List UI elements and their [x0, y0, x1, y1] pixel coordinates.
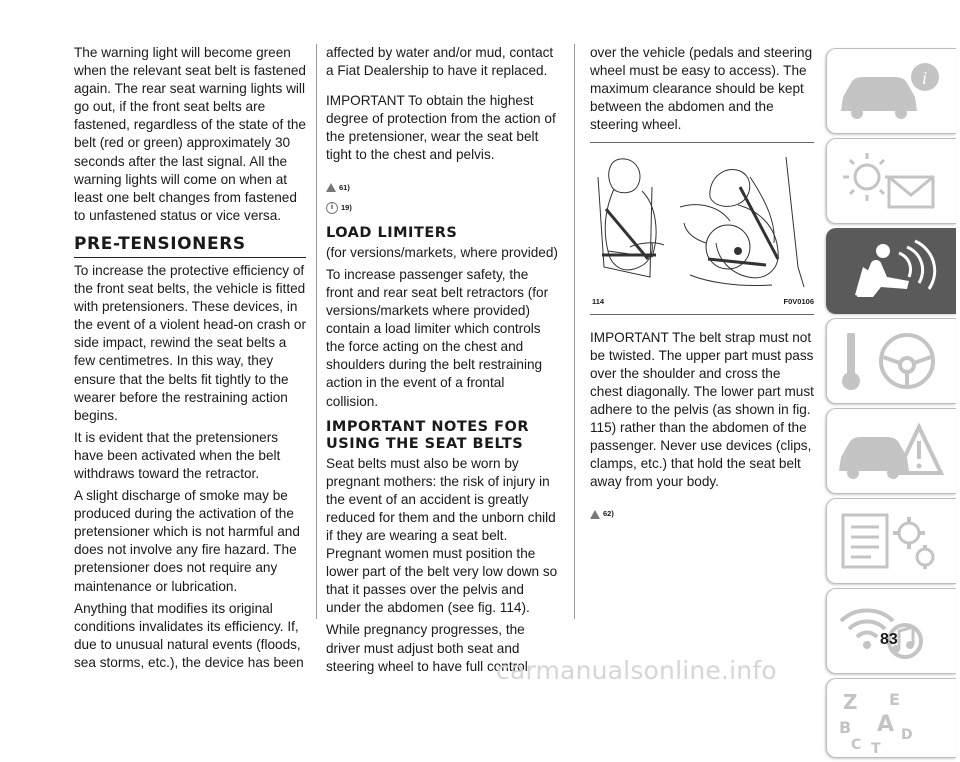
intro-paragraph: The warning light will become green when the relevant seat belt is fastened again. The rear seat warning lights will go out, if the front seat belts are fastened, regardless of the state of the belt (red or green) approximately 30 seconds after the last signal. All the warning lights will come on when at least one belt changes from fastened to unfastened status or vice versa. — [74, 45, 306, 223]
section-heading-pretensioners: PRE-TENSIONERS — [74, 235, 306, 258]
warning-ref-62: 62) — [590, 505, 814, 523]
car-info-icon — [837, 57, 947, 125]
pretensioners-paragraph-4: Anything that modifies its original conditions invalidates its efficiency. If, due to unusual natural events (floods, sea storms, etc.), the device has been — [74, 600, 304, 670]
svg-text:i: i — [922, 68, 928, 88]
dealer-paragraph: affected by water and/or mud, contact a Fiat Dealership to have it replaced. — [326, 45, 554, 79]
pretensioners-paragraph-2: It is evident that the pretensioners have been activated when the belt withdraws toward the retractor. — [74, 429, 281, 481]
figure-caption — [590, 293, 814, 314]
index-letter-a: A — [877, 712, 895, 737]
seat-airbag-icon — [837, 237, 947, 305]
warning-car-icon — [837, 417, 947, 485]
info-circle-icon: i — [326, 202, 338, 214]
load-limiters-availability: (for versions/markets, where provided) — [326, 244, 558, 260]
steering-clearance-paragraph: over the vehicle (pedals and steering wheel must be easy to access). The maximum clearance should be kept between the abdomen and the steering wheel. — [590, 45, 813, 133]
figure-number: 114 — [592, 297, 605, 307]
pregnancy-adjust-paragraph: While pregnancy progresses, the driver must adjust both seat and steering wheel to have full control — [326, 622, 528, 674]
section-heading-load-limiters: LOAD LIMITERS — [326, 224, 458, 241]
chapter-tab-strip — [826, 48, 956, 762]
watermark: carmanualsonline.info — [496, 656, 777, 685]
warning-ref-61: 61) — [326, 179, 558, 197]
index-letter-e: E — [889, 690, 900, 709]
pretensioners-paragraph-3: A slight discharge of smoke may be produced during the activation of the pretensioner which is not harmful and does not involve any fire hazard. The pretensioner does not require any maintenance or lubrication. — [74, 488, 300, 594]
steering-wheel-key-icon — [837, 327, 947, 395]
pregnant-woman-seatbelt-illustration — [590, 147, 814, 293]
tab-in-emergency[interactable] — [826, 408, 956, 494]
tab-safety[interactable] — [826, 228, 956, 314]
index-letter-c: C — [851, 737, 862, 753]
maintenance-gears-icon — [837, 507, 947, 575]
figure-114-pregnant-seatbelt — [590, 142, 814, 293]
pretensioners-paragraph-1: To increase the protective efficiency of the front seat belts, the vehicle is fitted with pretensioners. These devices, in the event of a violent head-on crash or side impact, rewind the seat belts a few centimetres. In this way, they ensure that the belts fit tightly to the wearer before the restraining action begins. — [74, 262, 306, 423]
page-number: 83 — [880, 631, 898, 648]
column-divider-1 — [316, 44, 317, 619]
important-pretensioner-paragraph: IMPORTANT To obtain the highest degree of protection from the action of the pretensioner, wear the seat belt tight to the chest and pelvis. — [326, 93, 556, 163]
section-heading-important-notes: IMPORTANT NOTES FOR USING THE SEAT BELTS — [326, 418, 529, 452]
tab-index[interactable] — [826, 678, 956, 758]
belt-strap-paragraph: IMPORTANT The belt strap must not be twisted. The upper part must pass over the shoulder and cross the chest diagonally. The lower part must adhere to the pelvis (as shown in fig. 115) rather than the abdomen of the passenger. Never use devices (clips, clamps, etc.) that hold the seat belt away from your body. — [590, 329, 814, 490]
warning-triangle-icon — [326, 183, 336, 192]
warning-ref-19: i 19) — [326, 199, 558, 217]
pregnancy-paragraph: Seat belts must also be worn by pregnant mothers: the risk of injury in the event of an accident is greatly reduced for them and the unborn child if they are wearing a seat belt. Pregnant women must position the lower part of the belt very low down so that it passes over the pelvis and under the abdomen (see fig. 114). — [326, 455, 558, 616]
index-letter-t: T — [871, 741, 881, 755]
column-divider-2 — [574, 44, 575, 619]
dashboard-lights-icon — [837, 147, 947, 215]
column-middle — [326, 44, 558, 680]
column-left — [74, 44, 306, 676]
figure-code: F0V0106 — [783, 297, 814, 307]
warning-triangle-icon — [590, 510, 600, 519]
load-limiters-paragraph: To increase passenger safety, the front and rear seat belt retractors (for versions/markets where provided) contain a load limiter which controls the force acting on the chest and shoulders during the belt restraining action in the event of a frontal collision. — [326, 266, 549, 409]
tab-starting-driving[interactable] — [826, 318, 956, 404]
tab-servicing-maintenance[interactable] — [826, 498, 956, 584]
column-right — [590, 44, 814, 526]
index-letter-b: B — [839, 718, 852, 737]
index-letter-d: D — [901, 727, 913, 743]
tab-knowing-your-car[interactable] — [826, 48, 956, 134]
tab-dashboard[interactable] — [826, 138, 956, 224]
index-letters-icon — [837, 687, 947, 755]
index-letter-z: Z — [843, 690, 858, 714]
